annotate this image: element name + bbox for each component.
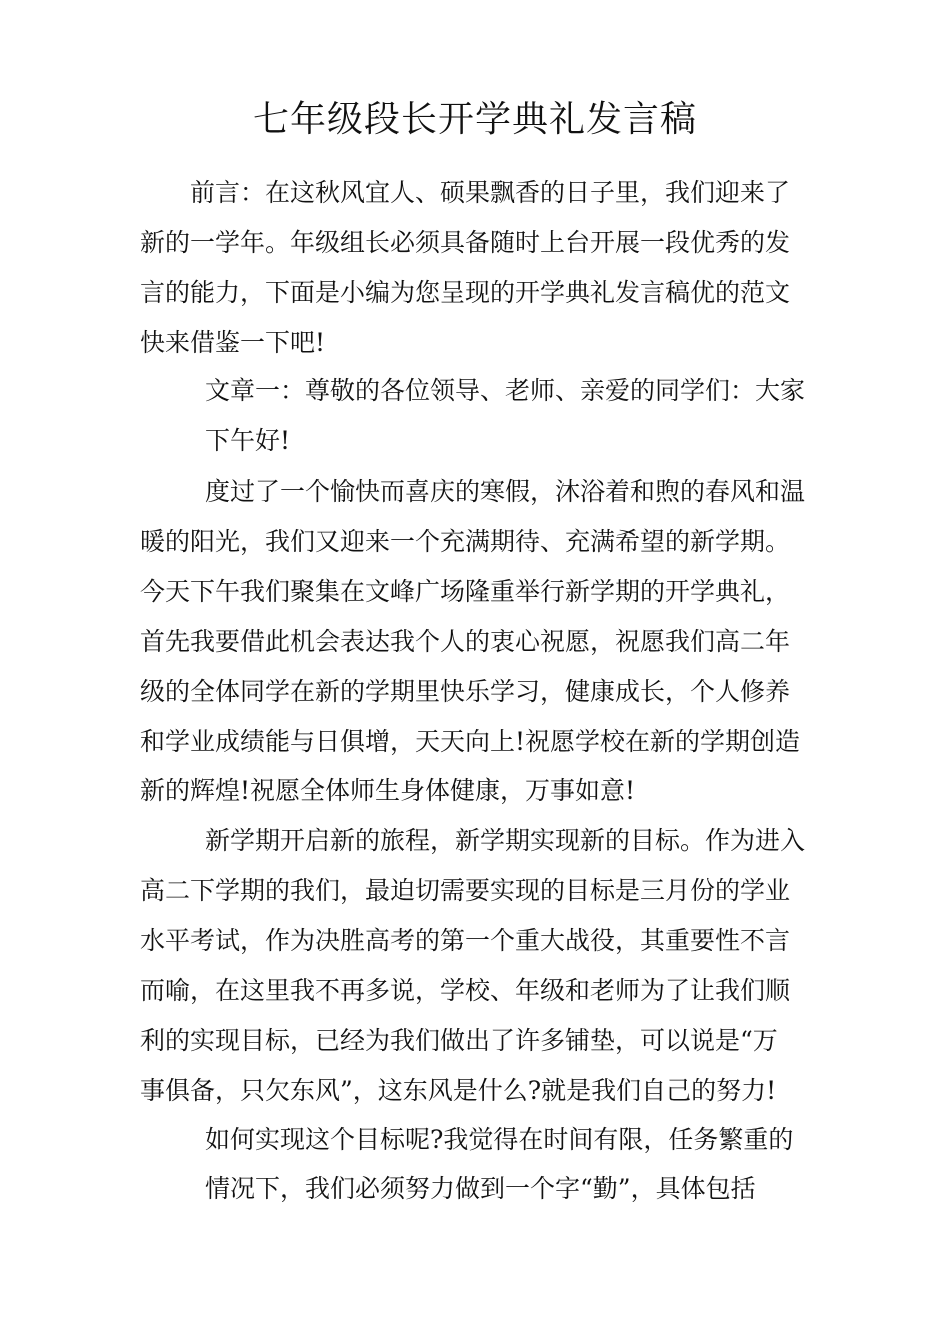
text-line: 首先我要借此机会表达我个人的衷心祝愿，祝愿我们高二年 xyxy=(140,627,791,656)
text-line: 言的能力，下面是小编为您呈现的开学典礼发言稿优的范文 xyxy=(140,278,791,307)
text-line: 快来借鉴一下吧! xyxy=(140,328,326,357)
text-line: 度过了一个愉快而喜庆的寒假，沐浴着和煦的春风和温 xyxy=(205,477,806,506)
text-line: 新的一学年。年级组长必须具备随时上台开展一段优秀的发 xyxy=(140,228,791,257)
text-line: 新的辉煌!祝愿全体师生身体健康，万事如意! xyxy=(140,776,636,805)
text-line: 暖的阳光，我们又迎来一个充满期待、充满希望的新学期。 xyxy=(140,527,791,556)
text-line: 新学期开启新的旅程，新学期实现新的目标。作为进入 xyxy=(205,826,806,855)
text-line: 利的实现目标，已经为我们做出了许多铺垫，可以说是“万 xyxy=(140,1026,778,1055)
text-line: 和学业成绩能与日俱增，天天向上!祝愿学校在新的学期创造 xyxy=(140,727,801,756)
text-line: 高二下学期的我们，最迫切需要实现的目标是三月份的学业 xyxy=(140,876,791,905)
text-line: 今天下午我们聚集在文峰广场隆重举行新学期的开学典礼， xyxy=(140,577,791,606)
document-title: 七年级段长开学典礼发言稿 xyxy=(252,99,697,140)
text-line: 文章一：尊敬的各位领导、老师、亲爱的同学们：大家 xyxy=(205,376,806,405)
text-line: 水平考试，作为决胜高考的第一个重大战役，其重要性不言 xyxy=(140,926,791,955)
text-line: 下午好! xyxy=(205,426,291,455)
text-line: 而喻，在这里我不再多说，学校、年级和老师为了让我们顺 xyxy=(140,976,791,1005)
text-line: 事俱备，只欠东风”，这东风是什么?就是我们自己的努力! xyxy=(140,1076,777,1105)
text-line: 前言：在这秋风宜人、硕果飘香的日子里，我们迎来了 xyxy=(190,178,791,207)
text-line: 情况下，我们必须努力做到一个字“勤”，具体包括 xyxy=(205,1174,756,1203)
text-line: 如何实现这个目标呢?我觉得在时间有限，任务繁重的 xyxy=(205,1125,794,1154)
text-line: 级的全体同学在新的学期里快乐学习，健康成长，个人修养 xyxy=(140,677,791,706)
